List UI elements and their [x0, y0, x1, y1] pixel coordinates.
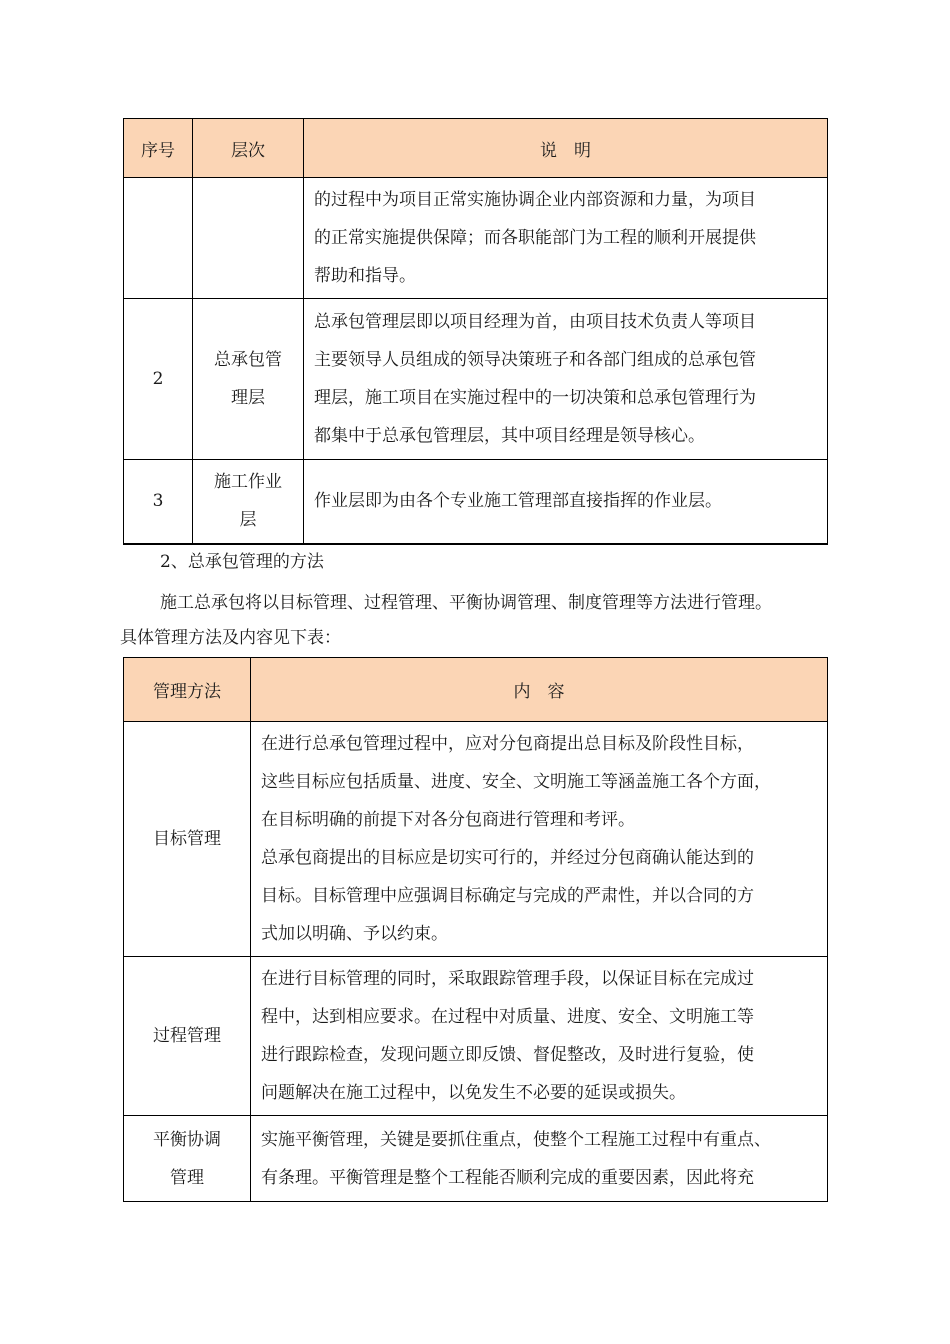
desc-line: 主要领导人员组成的领导决策班子和各部门组成的总承包管 [314, 350, 756, 370]
paragraph-line: 具体管理方法及内容见下表： [120, 628, 341, 648]
method-cell [124, 1116, 251, 1202]
content-line: 目标。目标管理中应强调目标确定与完成的严肃性，并以合同的方 [261, 886, 754, 906]
desc-line: 的正常实施提供保障；而各职能部门为工程的顺利开展提供 [314, 228, 756, 248]
content-line: 在进行总承包管理过程中，应对分包商提出总目标及阶段性目标， [261, 734, 754, 754]
level-line: 总承包管 [214, 350, 282, 370]
row-level [193, 299, 304, 460]
desc-line: 总承包管理层即以项目经理为首，由项目技术负责人等项目 [314, 312, 756, 332]
row-no: 2 [124, 299, 193, 460]
header-level: 层次 [193, 119, 304, 178]
header-content: 内 容 [251, 658, 828, 722]
content-cell [251, 722, 828, 957]
table-row [124, 1116, 828, 1202]
desc-line: 都集中于总承包管理层，其中项目经理是领导核心。 [314, 426, 705, 446]
content-line: 在进行目标管理的同时，采取跟踪管理手段，以保证目标在完成过 [261, 969, 754, 989]
content-line: 实施平衡管理，关键是要抓住重点，使整个工程施工过程中有重点、 [261, 1129, 771, 1150]
content-line: 在目标明确的前提下对各分包商进行管理和考评。 [261, 810, 635, 830]
table-row [124, 178, 828, 299]
content-line: 总承包商提出的目标应是切实可行的，并经过分包商确认能达到的 [261, 848, 754, 868]
table-header-row [124, 119, 828, 178]
header-no: 序号 [124, 119, 193, 178]
content-line: 程中，达到相应要求。在过程中对质量、进度、安全、文明施工等 [261, 1007, 754, 1027]
table-header-row [124, 658, 828, 722]
paragraph-line: 施工总承包将以目标管理、过程管理、平衡协调管理、制度管理等方法进行管理。 [160, 593, 772, 613]
content-cell [251, 957, 828, 1116]
row-level [193, 178, 304, 299]
header-desc: 说 明 [304, 119, 828, 178]
row-desc [304, 299, 828, 460]
level-line: 施工作业 [214, 472, 282, 493]
desc-line: 帮助和指导。 [314, 266, 416, 286]
content-cell [251, 1116, 828, 1202]
desc-line: 作业层即为由各个专业施工管理部直接指挥的作业层。 [314, 491, 722, 512]
content-line: 问题解决在施工过程中，以免发生不必要的延误或损失。 [261, 1083, 686, 1103]
method-line: 平衡协调 [153, 1129, 221, 1150]
row-desc [304, 460, 828, 544]
hierarchy-table [123, 118, 828, 545]
content-line: 式加以明确、予以约束。 [261, 924, 448, 944]
desc-line: 理层，施工项目在实施过程中的一切决策和总承包管理行为 [314, 388, 756, 408]
method-cell: 目标管理 [124, 722, 251, 957]
table-row [124, 722, 828, 957]
header-method: 管理方法 [124, 658, 251, 722]
content-line: 这些目标应包括质量、进度、安全、文明施工等涵盖施工各个方面， [261, 772, 771, 792]
table-row [124, 957, 828, 1116]
row-no [124, 178, 193, 299]
desc-line: 的过程中为项目正常实施协调企业内部资源和力量，为项目 [314, 190, 756, 210]
method-line: 管理 [170, 1167, 204, 1188]
content-line: 有条理。平衡管理是整个工程能否顺利完成的重要因素，因此将充 [261, 1167, 754, 1188]
row-desc [304, 178, 828, 299]
section-heading: 2、总承包管理的方法 [160, 552, 324, 572]
row-level [193, 460, 304, 544]
level-line: 层 [239, 510, 257, 531]
level-line: 理层 [231, 388, 265, 408]
content-line: 进行跟踪检查，发现问题立即反馈、督促整改，及时进行复验，使 [261, 1045, 754, 1065]
methods-table [123, 657, 828, 1202]
table-row [124, 460, 828, 544]
method-cell: 过程管理 [124, 957, 251, 1116]
table-row [124, 299, 828, 460]
row-no: 3 [124, 460, 193, 544]
